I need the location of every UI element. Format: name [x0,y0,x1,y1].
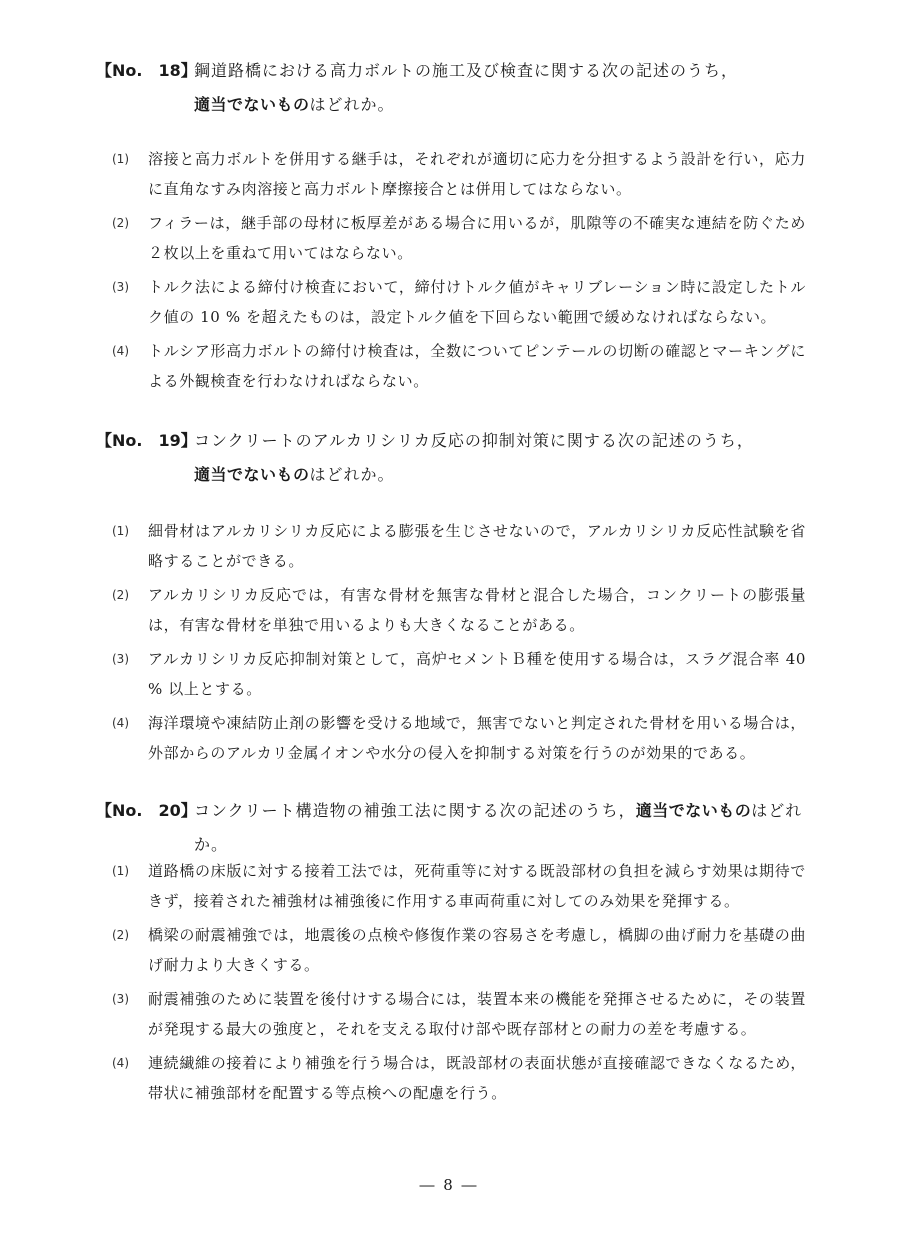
option-text: 橋梁の耐震補強では，地震後の点検や修復作業の容易さを考慮し，橋脚の曲げ耐力を基礎の曲げ耐力より大きくする。 [148,926,806,974]
option-20-2 [112,920,806,980]
option-number: (3) [112,280,129,294]
question-stem: コンクリート構造物の補強工法に関する次の記述のうち， [194,801,636,820]
option-number: (4) [112,1056,129,1070]
question-stem: コンクリートのアルカリシリカ反応の抑制対策に関する次の記述のうち， [194,431,754,450]
option-20-3 [112,984,806,1044]
option-number: (1) [112,152,129,166]
question-suffix: はどれか。 [309,95,395,114]
question-text [194,424,816,492]
options-18 [112,144,806,400]
question-line-2 [194,458,816,492]
question-header [96,54,816,122]
option-text: アルカリシリカ反応では，有害な骨材を無害な骨材と混合した場合，コンクリートの膨張量は，有害な骨材を単独で用いるよりも大きくなることがある。 [148,586,806,634]
option-18-2 [112,208,806,268]
question-text [194,54,816,122]
option-number: (3) [112,652,129,666]
question-text [194,794,816,862]
option-text: 連続繊維の接着により補強を行う場合は，既設部材の表面状態が直接確認できなくなるため，帯状に補強部材を配置する等点検への配慮を行う。 [148,1054,806,1102]
option-18-1 [112,144,806,204]
question-suffix: はどれか。 [194,801,803,854]
option-19-1 [112,516,806,576]
question-number: 【No. 18】 [96,61,197,80]
question-number: 【No. 20】 [96,801,197,820]
option-text: 耐震補強のために装置を後付けする場合には，装置本来の機能を発揮させるために，その装置が発現する最大の強度と，それを支える取付け部や既存部材との耐力の差を考慮する。 [148,990,806,1038]
option-number: (2) [112,588,129,602]
question-stem: 鋼道路橋における高力ボルトの施工及び検査に関する次の記述のうち， [194,61,739,80]
question-suffix: はどれか。 [309,465,395,484]
option-text: 溶接と高力ボルトを併用する継手は，それぞれが適切に応力を分担するよう設計を行い，応力に直角なすみ肉溶接と高力ボルト摩擦接合とは併用してはならない。 [148,150,806,198]
option-number: (4) [112,716,129,730]
question-line-2 [194,88,816,122]
question-header [96,424,816,492]
option-18-3 [112,272,806,332]
question-19 [96,424,816,492]
option-text: 海洋環境や凍結防止剤の影響を受ける地域で，無害でないと判定された骨材を用いる場合は，外部からのアルカリ金属イオンや水分の侵入を抑制する対策を行うのが効果的である。 [148,714,806,762]
option-text: 道路橋の床版に対する接着工法では，死荷重等に対する既設部材の負担を減らす効果は期待できず，接着された補強材は補強後に作用する車両荷重に対してのみ効果を発揮する。 [148,862,806,910]
page-number: ― 8 ― [419,1176,479,1194]
question-header [96,794,816,862]
option-text: トルシア形高力ボルトの締付け検査は，全数についてピンテールの切断の確認とマーキングによる外観検査を行わなければならない。 [148,342,806,390]
question-number: 【No. 19】 [96,431,197,450]
question-emphasis: 適当でないもの [635,801,752,820]
option-19-4 [112,708,806,768]
option-number: (4) [112,344,129,358]
option-number: (1) [112,524,129,538]
question-emphasis: 適当でないもの [194,465,310,484]
option-20-4 [112,1048,806,1108]
question-20 [96,794,816,862]
option-number: (3) [112,992,129,1006]
option-text: 細骨材はアルカリシリカ反応による膨張を生じさせないので，アルカリシリカ反応性試験を省略することができる。 [148,522,806,570]
option-19-2 [112,580,806,640]
option-20-1 [112,856,806,916]
question-18 [96,54,816,122]
options-20 [112,856,806,1112]
option-18-4 [112,336,806,396]
option-text: アルカリシリカ反応抑制対策として，高炉セメントＢ種を使用する場合は，スラグ混合率 40 % 以上とする。 [148,650,806,698]
option-19-3 [112,644,806,704]
options-19 [112,516,806,772]
option-text: トルク法による締付け検査において，締付けトルク値がキャリブレーション時に設定したトルク値の 10 % を超えたものは，設定トルク値を下回らない範囲で緩めなければならない。 [148,278,806,326]
option-number: (2) [112,928,129,942]
question-emphasis: 適当でないもの [194,95,310,114]
option-number: (1) [112,864,129,878]
option-text: フィラーは，継手部の母材に板厚差がある場合に用いるが，肌隙等の不確実な連結を防ぐため２枚以上を重ねて用いてはならない。 [148,214,806,262]
option-number: (2) [112,216,129,230]
